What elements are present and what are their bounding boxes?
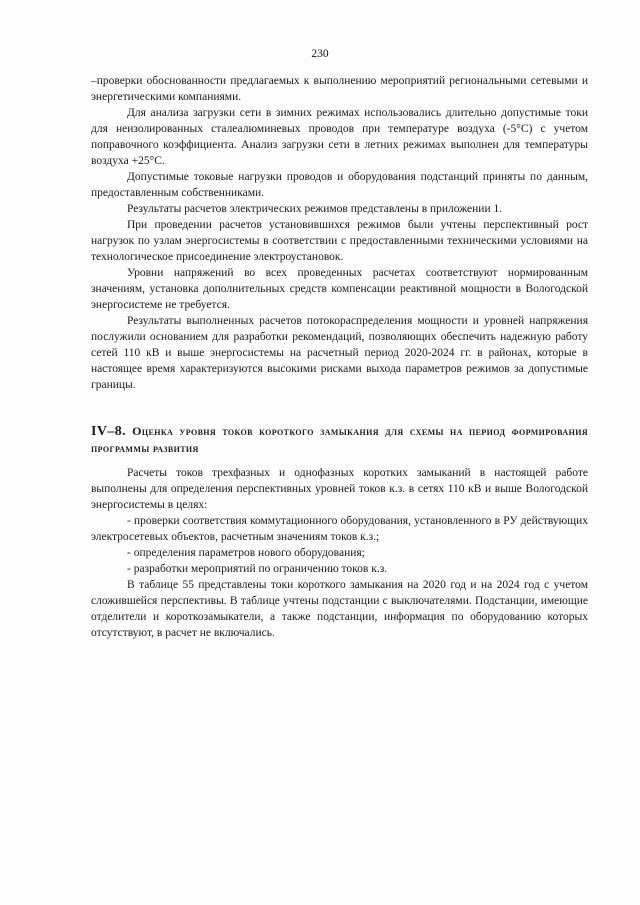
paragraph: В таблице 55 представлены токи короткого замыкания на 2020 год и на 2024 год с учетом сложившейся перспективы. В таблице учтены подстанции с выключателями. Подстанции, имеющие отделители и короткозамыкатели, а также подстанции, информация по оборудованию которых отсутствуют, в расчет не включались. — [91, 579, 588, 639]
page-number: 230 — [311, 48, 329, 60]
paragraph: Для анализа загрузки сети в зимних режимах использовались длительно допустимые токи для неизолированных сталеалюминевых проводов при температуре воздуха (-5°С) с учетом поправочного коэффициента. Анализ загрузки сети в летних режимах выполнен для температуры воздуха +25°С. — [91, 107, 588, 167]
page-content — [91, 73, 588, 641]
section-title: Оценка уровня токов короткого замыкания для схемы на период формирования программы развития — [91, 424, 588, 455]
paragraph: Результаты выполненных расчетов потокораспределения мощности и уровней напряжения послужили основанием для разработки рекомендаций, позволяющих обеспечить надежную работу сетей 110 кВ и выше энергосистемы на расчетный период 2020-2024 гг. в районах, которые в настоящее время характеризуются высокими рисками выхода параметров режимов за допустимые границы. — [91, 315, 588, 391]
paragraph: Уровни напряжений во всех проведенных расчетах соответствуют нормированным значениям, установка дополнительных средств компенсации реактивной мощности в Вологодской энергосистеме не требуется. — [91, 267, 588, 311]
paragraph: Допустимые токовые нагрузки проводов и оборудования подстанций приняты по данным, предоставленным собственниками. — [91, 171, 588, 199]
section-number: IV–8. — [91, 424, 127, 439]
list-item: - разработки мероприятий по ограничению токов к.з. — [127, 563, 388, 575]
section-heading — [91, 423, 588, 457]
list-item: - проверки соответствия коммутационного оборудования, установленного в РУ действующих электросетевых объектов, расчетным значениям токов к.з.; — [91, 515, 588, 543]
paragraph: При проведении расчетов установившихся режимов были учтены перспективный рост нагрузок по узлам энергосистемы в соответствии с предоставленными техническими условиями на технологическое присоединение электроустановок. — [91, 219, 588, 263]
paragraph: Расчеты токов трехфазных и однофазных коротких замыканий в настоящей работе выполнены для определения перспективных уровней токов к.з. в сетях 110 кВ и выше Вологодской энергосистемы в целях: — [91, 467, 588, 511]
paragraph: Результаты расчетов электрических режимов представлены в приложении 1. — [127, 203, 503, 215]
list-item: - определения параметров нового оборудования; — [127, 547, 365, 559]
paragraph: –проверки обоснованности предлагаемых к выполнению мероприятий региональными сетевыми и энергетическими компаниями. — [91, 75, 588, 103]
